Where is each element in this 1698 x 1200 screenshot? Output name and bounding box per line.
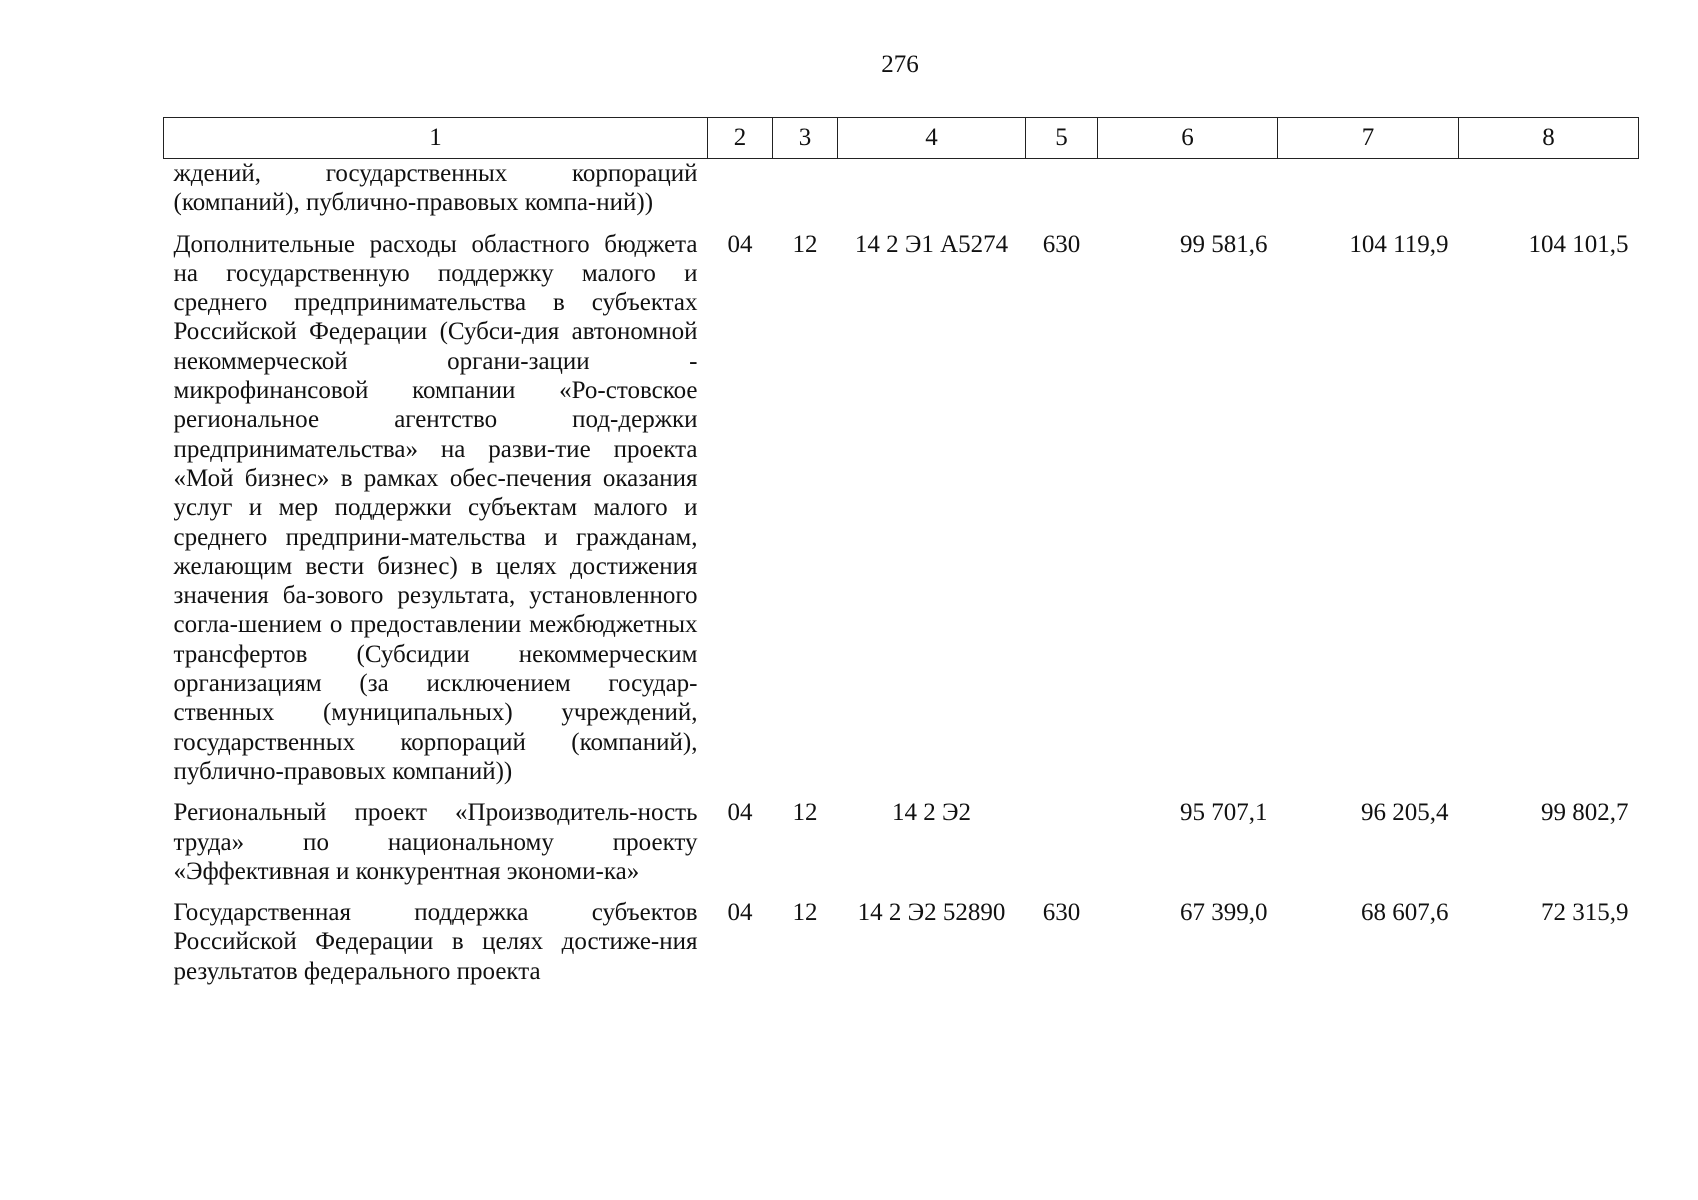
- cell-amount-7: [1278, 159, 1459, 230]
- cell-amount-6: [1098, 159, 1278, 230]
- column-header-2: 2: [708, 118, 773, 159]
- cell-subsection: 12: [792, 899, 818, 927]
- table-row: [164, 898, 1639, 986]
- cell-amount-6: 95 707,1: [1180, 799, 1268, 827]
- cell-target-article: 14 2 Э2: [891, 799, 971, 827]
- cell-target-article: 14 2 Э1 А5274: [854, 230, 1009, 258]
- budget-table: [163, 117, 1639, 986]
- cell-amount-8: [1459, 159, 1639, 230]
- column-header-7: 7: [1278, 118, 1459, 159]
- table-row: [164, 230, 1639, 799]
- cell-section: 04: [727, 230, 753, 258]
- column-header-1: 1: [164, 118, 708, 159]
- row-name: ждений, государственных корпораций (компаний), публично-правовых компа-ний)): [173, 160, 698, 217]
- row-name: Государственная поддержка субъектов Российской Федерации в целях достиже-ния результатов федерального проекта: [173, 899, 698, 985]
- column-header-4: 4: [838, 118, 1026, 159]
- cell-subsection: 12: [792, 230, 818, 258]
- cell-target-article: 14 2 Э2 52890: [857, 899, 1006, 927]
- row-name: Дополнительные расходы областного бюджета на государственную поддержку малого и среднего предпринимательства в субъектах Российской Федерации (Субси-дия автономной некоммерческой органи-зации - микрофинансовой компании «Ро-стовское региональное агентство под-держки предпринимательства» на разви-тие проекта «Мой бизнес» в рамках обес-печения оказания услуг и мер поддержки субъектам малого и среднего предприни-мательства и гражданам, желающим вести бизнес) в целях достижения значения ба-зового результата, установленного согла-шением о предоставлении межбюджетных трансфертов (Субсидии некоммерческим организациям (за исключением государ-ственных (муниципальных) учреждений, государственных корпораций (компаний), публично-правовых компаний)): [173, 230, 698, 785]
- column-header-3: 3: [773, 118, 838, 159]
- column-header-5: 5: [1026, 118, 1098, 159]
- cell-section: 04: [727, 899, 753, 927]
- cell-expense-type: 630: [1042, 899, 1081, 927]
- page-number: 276: [881, 51, 919, 78]
- cell-amount-7: 96 205,4: [1361, 799, 1449, 827]
- table-row: [164, 159, 1639, 230]
- cell-amount-8: 72 315,9: [1541, 899, 1629, 927]
- cell-target-article: [838, 159, 1026, 230]
- cell-section: [708, 159, 773, 230]
- column-header-8: 8: [1459, 118, 1639, 159]
- cell-expense-type: [1026, 798, 1098, 898]
- row-name: Региональный проект «Производитель-ность труда» по национальному проекту «Эффективная и конкурентная экономи-ка»: [173, 799, 698, 885]
- column-header-6: 6: [1098, 118, 1278, 159]
- table-row: [164, 798, 1639, 898]
- cell-amount-7: 104 119,9: [1349, 230, 1449, 258]
- cell-subsection: [773, 159, 838, 230]
- cell-section: 04: [727, 799, 753, 827]
- cell-amount-8: 99 802,7: [1541, 799, 1629, 827]
- table-header-row: [164, 118, 1639, 159]
- cell-amount-8: 104 101,5: [1528, 230, 1629, 258]
- cell-expense-type: [1026, 159, 1098, 230]
- cell-amount-6: 67 399,0: [1180, 899, 1268, 927]
- cell-subsection: 12: [792, 799, 818, 827]
- cell-amount-6: 99 581,6: [1180, 230, 1268, 258]
- cell-amount-7: 68 607,6: [1361, 899, 1449, 927]
- cell-expense-type: 630: [1042, 230, 1081, 258]
